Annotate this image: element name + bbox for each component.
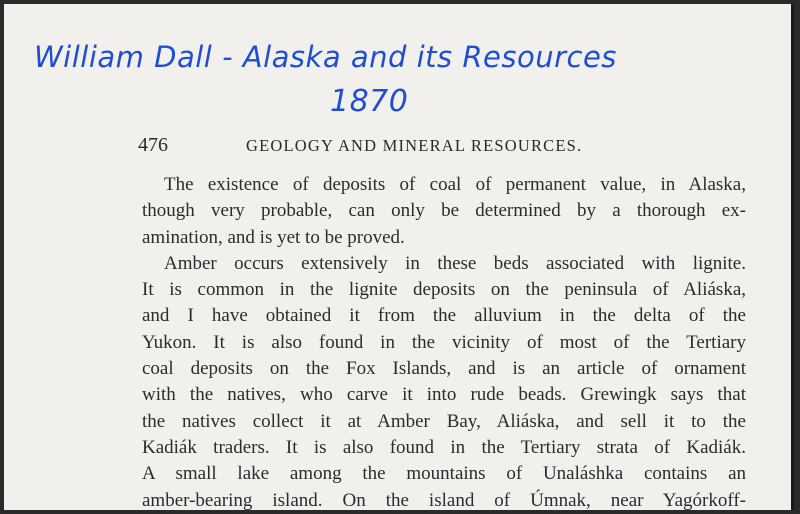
paragraph-line: Yukon. It is also found in the vicinity of most of the Tertiary: [142, 331, 746, 353]
handwritten-annotation-year: 1870: [330, 84, 409, 119]
paragraph-line: It is common in the lignite deposits on the peninsula of Aliáska,: [142, 279, 746, 301]
paragraph-line: Kadiák traders. It is also found in the Tertiary strata of Kadiák.: [142, 436, 746, 458]
book-page: [4, 4, 794, 510]
paragraph-line: A small lake among the mountains of Unaláshka contains an: [142, 463, 746, 485]
paragraph-line: Amber occurs extensively in these beds associated with lignite.: [164, 252, 746, 274]
section-title: GEOLOGY AND MINERAL RESOURCES.: [246, 136, 583, 155]
paragraph-line: and I have obtained it from the alluvium in the delta of the: [142, 305, 746, 327]
paragraph-line: with the natives, who carve it into rude beads. Grewingk says that: [142, 384, 746, 406]
handwritten-annotation-title: William Dall - Alaska and its Resources: [34, 40, 617, 74]
paragraph-line: the natives collect it at Amber Bay, Aliáska, and sell it to the: [142, 410, 746, 432]
paragraph-line: coal deposits on the Fox Islands, and is an article of ornament: [142, 358, 746, 380]
page-number: 476: [138, 134, 168, 156]
body-text: [142, 172, 746, 510]
paragraph-line: though very probable, can only be determined by a thorough ex-: [142, 200, 746, 222]
paragraph-line: amber-bearing island. On the island of Úmnak, near Yagórkoff-: [142, 489, 746, 510]
paragraph-line: The existence of deposits of coal of permanent value, in Alaska,: [164, 174, 746, 195]
paragraph-line: amination, and is yet to be proved.: [142, 226, 405, 248]
